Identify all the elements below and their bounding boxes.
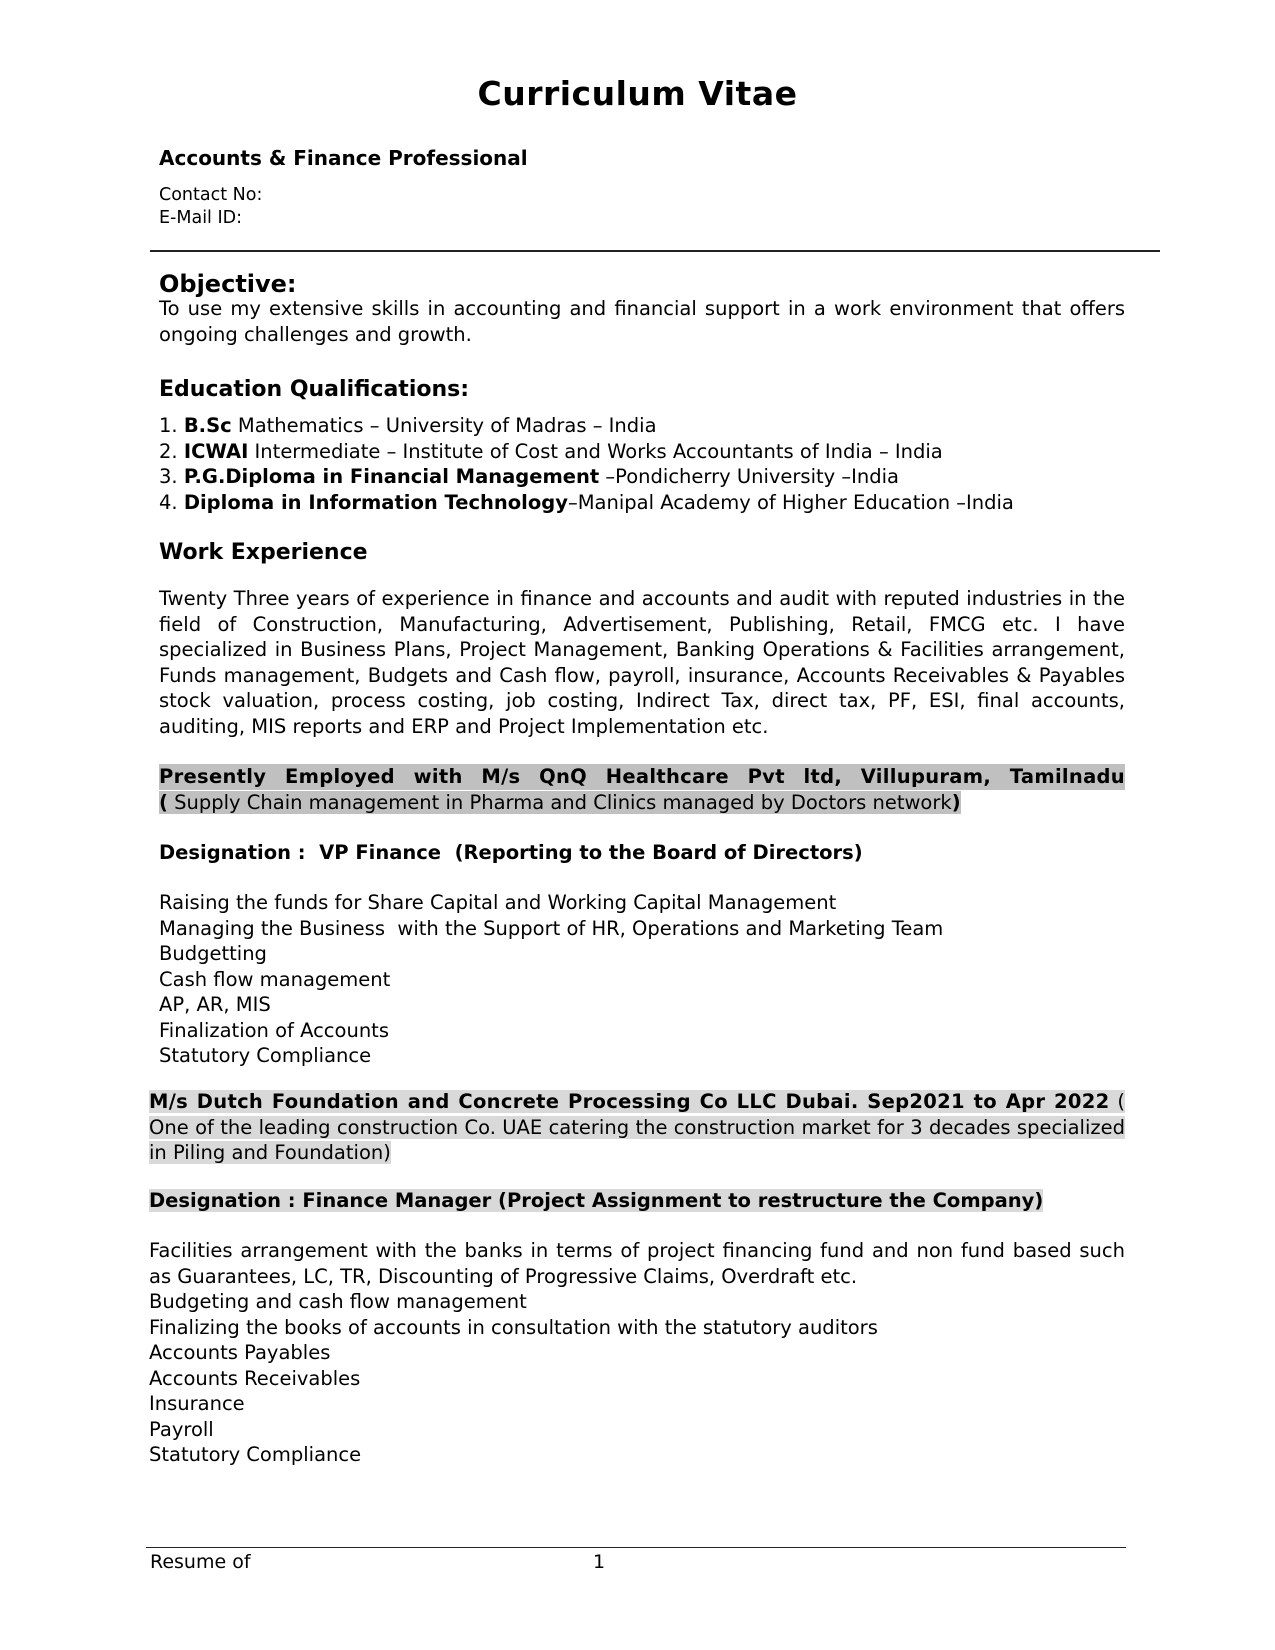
- objective-text: To use my extensive skills in accounting and financial support in a work environment that offers ongoing challenges and growth.: [159, 297, 1125, 346]
- page-number: 1: [593, 1551, 606, 1573]
- paren-close: ): [951, 790, 961, 814]
- employer-description: ( One of the leading construction Co. UAE catering the construction market for 3 decades specialized in Piling and Foundation): [149, 1090, 1125, 1164]
- item-number: 4.: [159, 490, 178, 514]
- work-experience-heading: Work Experience: [159, 540, 368, 565]
- duty-item: Finalization of Accounts: [159, 1018, 389, 1042]
- duty-item: Insurance: [149, 1392, 245, 1415]
- footer-divider: [146, 1547, 1126, 1548]
- contact-number-label: Contact No:: [159, 185, 263, 205]
- email-label: E-Mail ID:: [159, 208, 243, 228]
- institution: –Pondicherry University –India: [599, 465, 899, 488]
- degree-name: ICWAI: [183, 439, 249, 463]
- duty-item: AP, AR, MIS: [159, 993, 271, 1016]
- objective-heading: Objective:: [159, 270, 297, 298]
- professional-subtitle: Accounts & Finance Professional: [159, 146, 528, 170]
- education-item: [159, 464, 1119, 490]
- education-heading: Education Qualifications:: [159, 377, 470, 402]
- designation-vp-finance: Designation : VP Finance (Reporting to the Board of Directors): [159, 841, 863, 864]
- duty-item: Managing the Business with the Support of HR, Operations and Marketing Team: [159, 916, 944, 940]
- item-number: 2.: [159, 439, 178, 463]
- paren-open: (: [159, 790, 168, 814]
- employer-description: [159, 791, 961, 814]
- degree-name: B.Sc: [183, 414, 232, 437]
- education-list: [159, 413, 1119, 515]
- job-dutch-foundation: [149, 1089, 1125, 1166]
- job-qnq: [159, 764, 1125, 815]
- education-item: [159, 439, 1119, 465]
- duty-item: Accounts Receivables: [149, 1366, 361, 1390]
- duty-item: Statutory Compliance: [149, 1443, 362, 1466]
- employer-name-dates: M/s Dutch Foundation and Concrete Processing Co LLC Dubai. Sep2021 to Apr 2022: [149, 1090, 1110, 1113]
- header-divider: [150, 250, 1160, 252]
- institution: –Manipal Academy of Higher Education –India: [567, 490, 1014, 514]
- description-text: Supply Chain management in Pharma and Clinics managed by Doctors network: [167, 790, 952, 814]
- document-title: Curriculum Vitae: [477, 74, 798, 113]
- duty-item: Payroll: [149, 1417, 214, 1441]
- duty-item: Raising the funds for Share Capital and Working Capital Management: [159, 891, 837, 914]
- employer-block: [149, 1090, 1125, 1164]
- duty-item: Statutory Compliance: [159, 1044, 372, 1067]
- degree-name: Diploma in Information Technology: [183, 490, 568, 514]
- institution: Mathematics – University of Madras – India: [231, 414, 657, 437]
- duty-item: Cash flow management: [159, 967, 391, 991]
- duty-item: Finalizing the books of accounts in consultation with the statutory auditors: [149, 1315, 878, 1339]
- employer-line: Presently Employed with M/s QnQ Healthcare Pvt ltd, Villupuram, Tamilnadu: [159, 765, 1125, 788]
- institution: Intermediate – Institute of Cost and Works Accountants of India – India: [248, 439, 943, 463]
- duties-list-qnq: [159, 890, 943, 1069]
- education-item: [159, 490, 1119, 516]
- duty-item: Facilities arrangement with the banks in terms of project financing fund and non fund based such as Guarantees, LC, TR, Discounting of Progressive Claims, Overdraft etc.: [149, 1239, 1125, 1288]
- duty-item: Accounts Payables: [149, 1341, 331, 1364]
- education-item: [159, 413, 1119, 439]
- duties-list-dutch: [149, 1238, 1125, 1468]
- footer-resume-of: Resume of: [150, 1551, 251, 1573]
- work-summary: Twenty Three years of experience in finance and accounts and audit with reputed industries in the field of Construction, Manufacturing, Advertisement, Publishing, Retail, FMCG etc. I have specialized in Business Plans, Project Management, Banking Operations & Facilities arrangement, Funds management, Budgets and Cash flow, payroll, insurance, Accounts Receivables & Payables stock valuation, process costing, job costing, Indirect Tax, direct tax, PF, ESI, final accounts, auditing, MIS reports and ERP and Project Implementation etc.: [159, 587, 1125, 738]
- designation-text: Designation : Finance Manager (Project Assignment to restructure the Company): [149, 1189, 1044, 1212]
- duty-item: Budgeting and cash flow management: [149, 1290, 527, 1313]
- item-number: 1.: [159, 414, 178, 437]
- item-number: 3.: [159, 465, 178, 488]
- degree-name: P.G.Diploma in Financial Management: [183, 465, 600, 488]
- designation-finance-manager: [149, 1188, 1043, 1214]
- duty-item: Budgetting: [159, 942, 267, 965]
